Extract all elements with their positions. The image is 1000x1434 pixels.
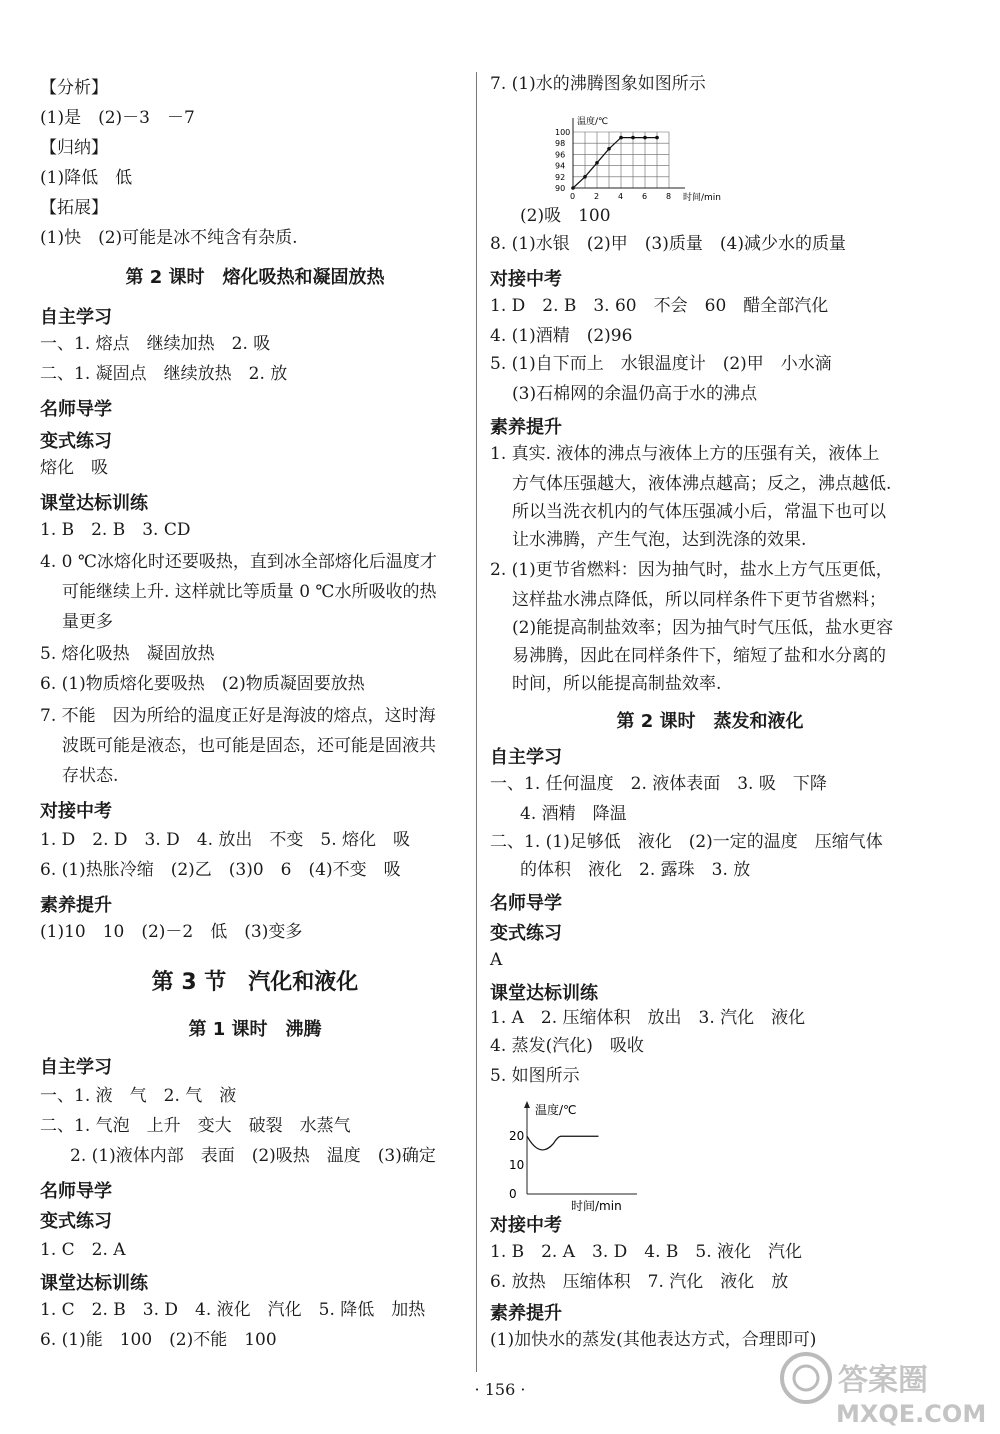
answer-line: 一、1. 任何温度 2. 液体表面 3. 吸 下降	[490, 774, 827, 794]
data-point	[571, 186, 575, 190]
answer-line: 1. B 2. B 3. CD	[40, 520, 191, 540]
y-tick-label: 20	[509, 1129, 525, 1144]
x-tick-label: 0	[570, 192, 576, 201]
answer-line: 5. 熔化吸热 凝固放热	[40, 644, 215, 664]
svg-text:MXQE.COM: MXQE.COM	[836, 1400, 987, 1428]
section-heading: 对接中考	[40, 801, 112, 822]
answer-line: 熔化 吸	[40, 458, 108, 478]
section-heading: 变式练习	[40, 1211, 112, 1232]
answer-line: 易沸腾，因此在同样条件下，缩短了盐和水分离的	[512, 646, 886, 666]
answer-line: 7. 不能 因为所给的温度正好是海波的熔点，这时海	[40, 706, 436, 726]
x-tick-label: 6	[642, 192, 648, 201]
y-tick-label: 100	[555, 128, 571, 137]
answer-line: 1. C 2. A	[40, 1240, 126, 1260]
y-tick-label: 92	[555, 172, 566, 182]
y-axis-arrow	[524, 1101, 530, 1108]
section-heading: 自主学习	[40, 307, 112, 328]
answer-line: 一、1. 熔点 继续加热 2. 吸	[40, 334, 271, 354]
section-heading: 名师导学	[40, 1181, 112, 1202]
data-point	[655, 136, 659, 140]
answer-line: 波既可能是液态，也可能是固态，还可能是固液共	[62, 736, 436, 756]
answer-line: 【拓展】	[40, 198, 108, 218]
answer-line: (1)10 10 (2)－2 低 (3)变多	[40, 922, 303, 942]
answer-line: (1)是 (2)－3 －7	[40, 108, 195, 128]
answer-line: 6. (1)能 100 (2)不能 100	[40, 1330, 277, 1350]
data-point	[643, 136, 647, 140]
answer-line: 二、1. 气泡 上升 变大 破裂 水蒸气	[40, 1116, 351, 1136]
answer-line: (1)快 (2)可能是冰不纯含有杂质.	[40, 228, 298, 248]
answer-line: 4. (1)酒精 (2)96	[490, 326, 633, 346]
evaporation-chart	[505, 1098, 645, 1216]
section-heading: 对接中考	[490, 1215, 562, 1236]
answer-line: 一、1. 液 气 2. 气 液	[40, 1086, 237, 1106]
section-heading: 自主学习	[40, 1057, 112, 1078]
answer-line: 8. (1)水银 (2)甲 (3)质量 (4)减少水的质量	[490, 234, 846, 254]
section-heading: 素养提升	[490, 1303, 562, 1324]
answer-line: 1. D 2. D 3. D 4. 放出 不变 5. 熔化 吸	[40, 830, 411, 850]
answer-line: 1. 真实. 液体的沸点与液体上方的压强有关，液体上	[490, 444, 880, 464]
page-number: · 156 ·	[474, 1380, 526, 1399]
y-tick-label: 98	[555, 139, 566, 149]
section-heading: 素养提升	[490, 417, 562, 438]
answer-line: (1)加快水的蒸发(其他表达方式，合理即可)	[490, 1330, 817, 1350]
column-divider	[476, 72, 477, 1372]
section-heading: 课堂达标训练	[40, 1273, 148, 1294]
section-heading: 名师导学	[40, 399, 112, 420]
answer-line: 存状态.	[62, 766, 119, 786]
series-line	[527, 1136, 599, 1150]
y-axis-label: 温度/℃	[535, 1103, 577, 1117]
y-tick-label: 0	[509, 1187, 517, 1201]
answer-line: A	[490, 950, 503, 970]
answer-line: 1. D 2. B 3. 60 不会 60 醋全部汽化	[490, 296, 829, 316]
section-heading: 对接中考	[490, 269, 562, 290]
answer-line: 时间，所以能提高制盐效率.	[512, 674, 722, 694]
watermark-logo	[776, 1348, 986, 1428]
answer-line: 2. (1)液体内部 表面 (2)吸热 温度 (3)确定	[70, 1146, 436, 1166]
x-tick-label: 4	[618, 192, 624, 201]
answer-line: 二、1. (1)足够低 液化 (2)一定的温度 压缩气体	[490, 832, 883, 852]
y-tick-label: 96	[555, 150, 566, 160]
lesson-title: 第 2 课时 熔化吸热和凝固放热	[125, 267, 385, 288]
lesson-title: 第 1 课时 沸腾	[188, 1019, 322, 1040]
answer-line: 可能继续上升. 这样就比等质量 0 ℃水所吸收的热	[62, 582, 437, 602]
section-heading: 名师导学	[490, 893, 562, 914]
x-tick-label: 2	[594, 192, 600, 201]
x-axis-label: 时间/min	[571, 1199, 622, 1213]
section-heading: 变式练习	[490, 923, 562, 944]
answer-line: 2. (1)更节省燃料：因为抽气时，盐水上方气压更低，	[490, 560, 893, 580]
y-axis-label: 温度/℃	[577, 117, 609, 127]
answer-line: 1. A 2. 压缩体积 放出 3. 汽化 液化	[490, 1008, 806, 1028]
answer-line: 4. 蒸发(汽化) 吸收	[490, 1036, 644, 1056]
answer-line: 7. (1)水的沸腾图象如图所示	[490, 74, 706, 94]
data-point	[631, 136, 635, 140]
lesson-title: 第 2 课时 蒸发和液化	[616, 711, 804, 732]
answer-line: 【归纳】	[40, 138, 108, 158]
answer-line: 量更多	[62, 612, 113, 632]
answer-line: 这样盐水沸点降低，所以同样条件下更节省燃料；	[512, 590, 886, 610]
answer-line: 让水沸腾，产生气泡，达到洗涤的效果.	[512, 530, 807, 550]
answer-line: 5. 如图所示	[490, 1066, 580, 1086]
answer-line: 4. 0 ℃冰熔化时还要吸热，直到冰全部熔化后温度才	[40, 552, 437, 572]
answer-line: (2)能提高制盐效率；因为抽气时气压低，盐水更容	[512, 618, 894, 638]
section-heading: 变式练习	[40, 431, 112, 452]
data-point	[595, 161, 599, 165]
answer-line: 二、1. 凝固点 继续放热 2. 放	[40, 364, 288, 384]
answer-line: 6. (1)物质熔化要吸热 (2)物质凝固要放热	[40, 674, 365, 694]
answer-line: (2)吸 100	[520, 206, 611, 226]
answer-line: 4. 酒精 降温	[520, 804, 627, 824]
answer-line: 所以当洗衣机内的气体压强减小后，常温下也可以	[512, 502, 886, 522]
answer-line: 【分析】	[40, 78, 108, 98]
section-heading: 自主学习	[490, 747, 562, 768]
answer-line: 5. (1)自下而上 水银温度计 (2)甲 小水滴	[490, 354, 832, 374]
answer-line: 6. (1)热胀冷缩 (2)乙 (3)0 6 (4)不变 吸	[40, 860, 401, 880]
section-heading: 素养提升	[40, 895, 112, 916]
answer-line: (1)降低 低	[40, 168, 133, 188]
data-point	[607, 147, 611, 151]
y-tick-label: 90	[555, 184, 566, 193]
x-axis-label: 时间/min	[683, 193, 722, 203]
section-heading: 课堂达标训练	[40, 493, 148, 514]
y-tick-label: 94	[555, 161, 566, 171]
answer-line: (3)石棉网的余温仍高于水的沸点	[512, 384, 758, 404]
lesson-title: 第 3 节 汽化和液化	[151, 970, 359, 995]
data-point	[583, 175, 587, 179]
x-tick-label: 8	[666, 192, 672, 201]
answer-line: 6. 放热 压缩体积 7. 汽化 液化 放	[490, 1272, 789, 1292]
section-heading: 课堂达标训练	[490, 983, 598, 1004]
boiling-chart	[545, 110, 722, 210]
answer-line: 的体积 液化 2. 露珠 3. 放	[520, 860, 751, 880]
answer-line: 1. B 2. A 3. D 4. B 5. 液化 汽化	[490, 1242, 803, 1262]
answer-line: 方气体压强越大，液体沸点越高；反之，沸点越低.	[512, 474, 892, 494]
svg-text:答案圈: 答案圈	[838, 1363, 928, 1398]
answer-line: 1. C 2. B 3. D 4. 液化 汽化 5. 降低 加热	[40, 1300, 426, 1320]
data-point	[619, 136, 623, 140]
series-line	[573, 138, 657, 188]
y-tick-label: 10	[509, 1158, 525, 1173]
